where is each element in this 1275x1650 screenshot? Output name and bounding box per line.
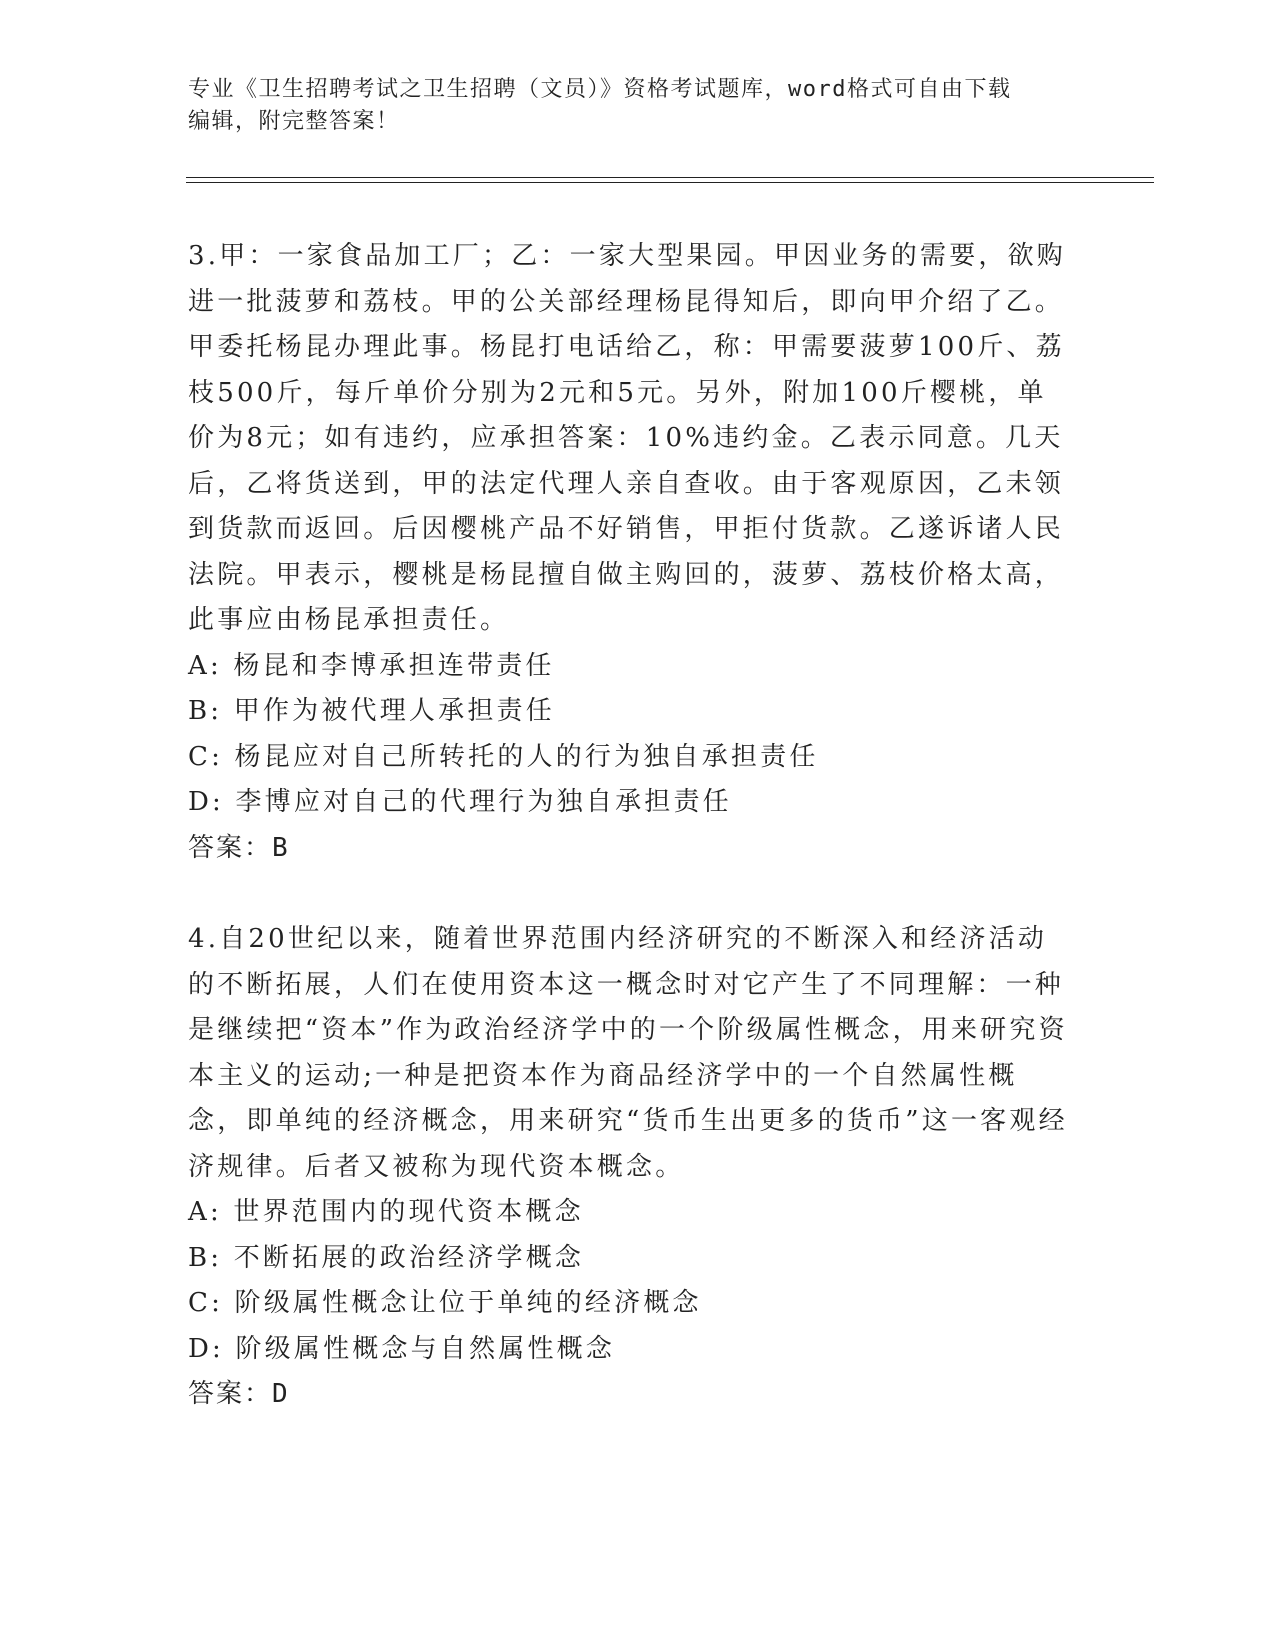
- option-b: B: 甲作为被代理人承担责任: [188, 696, 555, 726]
- header-line-2: 编辑，附完整答案！: [188, 109, 400, 134]
- option-c: C: 阶级属性概念让位于单纯的经济概念: [188, 1288, 702, 1318]
- question-stem: 3.甲：一家食品加工厂；乙：一家大型果园。甲因业务的需要，欲购进一批菠萝和荔枝。甲的公关部经理杨昆得知后，即向甲介绍了乙。甲委托杨昆办理此事。杨昆打电话给乙，称：甲需要菠萝100斤、荔枝500斤，每斤单价分别为2元和5元。另外，附加100斤樱桃，单价为8元；如有违约，应承担答案：10%违约金。乙表示同意。几天后，乙将货送到，甲的法定代理人亲自查收。由于客观原因，乙未领到货款而返回。后因樱桃产品不好销售，甲拒付货款。乙遂诉诸人民法院。甲表示，樱桃是杨昆擅自做主购回的，菠萝、荔枝价格太高，此事应由杨昆承担责任。: [188, 241, 1067, 635]
- option-b: B: 不断拓展的政治经济学概念: [188, 1242, 585, 1273]
- option-d: D: 李博应对自己的代理行为独自承担责任: [188, 787, 732, 817]
- header-line-1: 专业《卫生招聘考试之卫生招聘（文员）》资格考试题库，word格式可自由下载: [188, 77, 1012, 102]
- header-divider-top: [186, 177, 1154, 178]
- answer-value: D: [272, 1379, 290, 1409]
- option-a: A: 杨昆和李博承担连带责任: [188, 650, 555, 681]
- option-c: C: 杨昆应对自己所转托的人的行为独自承担责任: [188, 741, 819, 772]
- answer-line: [188, 826, 1068, 872]
- answer-line: [188, 1372, 1068, 1418]
- document-header: [188, 74, 1088, 138]
- answer-label: 答案：: [188, 1379, 273, 1409]
- header-divider-bottom: [186, 182, 1154, 183]
- question-stem: 4.自20世纪以来，随着世界范围内经济研究的不断深入和经济活动的不断拓展，人们在使用资本这一概念时对它产生了不同理解：一种是继续把“资本”作为政治经济学中的一个阶级属性概念，用来研究资本主义的运动;一种是把资本作为商品经济学中的一个自然属性概念，即单纯的经济概念，用来研究“货币生出更多的货币”这一客观经济规律。后者又被称为现代资本概念。: [188, 924, 1068, 1182]
- question-4: [188, 917, 1068, 1418]
- option-d: D: 阶级属性概念与自然属性概念: [188, 1333, 616, 1364]
- question-3: [188, 234, 1068, 871]
- answer-value: B: [272, 832, 290, 863]
- answer-label: 答案：: [188, 832, 273, 863]
- option-a: A: 世界范围内的现代资本概念: [188, 1197, 584, 1227]
